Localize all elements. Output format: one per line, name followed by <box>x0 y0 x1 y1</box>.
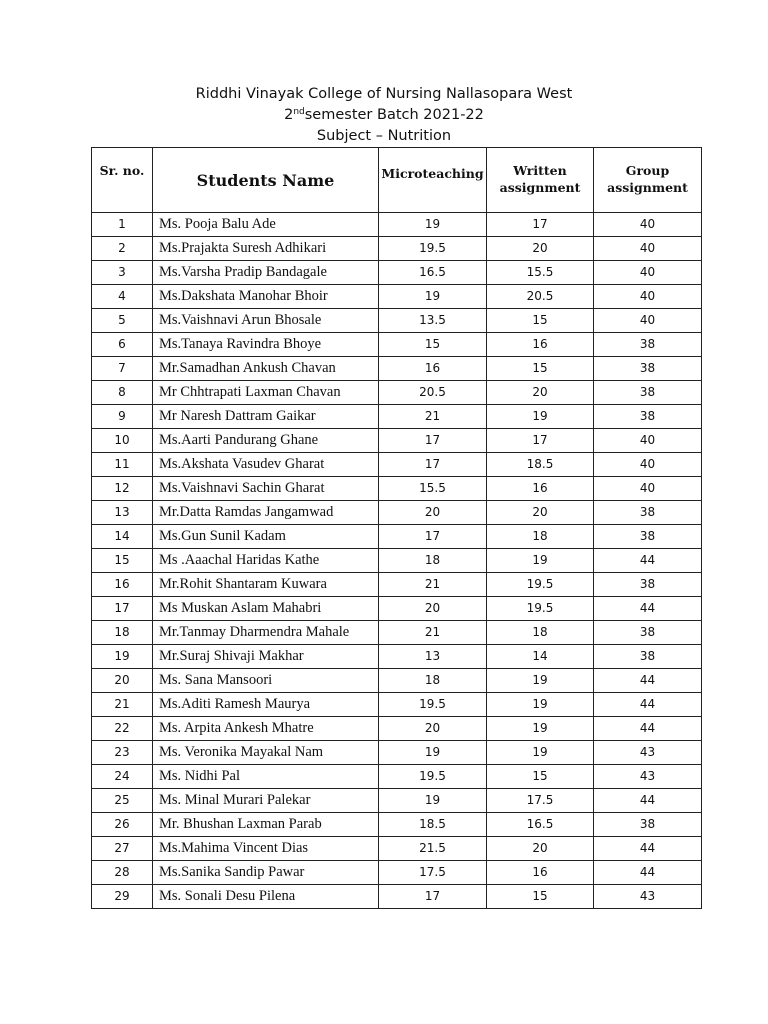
cell-student-name: Ms.Akshata Vasudev Gharat <box>153 453 379 477</box>
header-microteaching: Microteaching <box>379 148 487 213</box>
cell-sr-no: 28 <box>92 861 153 885</box>
cell-group-assignment: 40 <box>594 477 702 501</box>
cell-group-assignment: 44 <box>594 597 702 621</box>
header-written-line2: assignment <box>499 180 581 195</box>
cell-microteaching: 19.5 <box>379 765 487 789</box>
cell-microteaching: 19 <box>379 741 487 765</box>
cell-written-assignment: 19.5 <box>487 573 594 597</box>
table-row <box>92 333 702 357</box>
cell-student-name: Ms.Gun Sunil Kadam <box>153 525 379 549</box>
cell-sr-no: 1 <box>92 213 153 237</box>
cell-microteaching: 17 <box>379 429 487 453</box>
cell-sr-no: 23 <box>92 741 153 765</box>
header-written-assignment <box>487 148 594 213</box>
cell-microteaching: 17 <box>379 885 487 909</box>
cell-student-name: Ms.Aarti Pandurang Ghane <box>153 429 379 453</box>
table-row <box>92 357 702 381</box>
cell-sr-no: 9 <box>92 405 153 429</box>
cell-group-assignment: 40 <box>594 285 702 309</box>
cell-student-name: Mr Chhtrapati Laxman Chavan <box>153 381 379 405</box>
cell-sr-no: 29 <box>92 885 153 909</box>
cell-written-assignment: 15 <box>487 309 594 333</box>
cell-group-assignment: 38 <box>594 333 702 357</box>
cell-group-assignment: 43 <box>594 741 702 765</box>
cell-written-assignment: 17 <box>487 213 594 237</box>
table-row <box>92 237 702 261</box>
cell-student-name: Ms.Vaishnavi Sachin Gharat <box>153 477 379 501</box>
cell-group-assignment: 43 <box>594 765 702 789</box>
cell-written-assignment: 17 <box>487 429 594 453</box>
cell-student-name: Ms.Vaishnavi Arun Bhosale <box>153 309 379 333</box>
cell-sr-no: 10 <box>92 429 153 453</box>
cell-sr-no: 4 <box>92 285 153 309</box>
cell-microteaching: 18 <box>379 669 487 693</box>
cell-student-name: Ms. Sana Mansoori <box>153 669 379 693</box>
cell-student-name: Mr.Samadhan Ankush Chavan <box>153 357 379 381</box>
cell-microteaching: 13 <box>379 645 487 669</box>
table-row <box>92 621 702 645</box>
table-row <box>92 405 702 429</box>
cell-sr-no: 18 <box>92 621 153 645</box>
cell-student-name: Mr.Tanmay Dharmendra Mahale <box>153 621 379 645</box>
cell-written-assignment: 20 <box>487 381 594 405</box>
cell-microteaching: 21 <box>379 573 487 597</box>
cell-written-assignment: 19 <box>487 741 594 765</box>
table-row <box>92 573 702 597</box>
cell-student-name: Ms .Aaachal Haridas Kathe <box>153 549 379 573</box>
table-row <box>92 261 702 285</box>
cell-sr-no: 6 <box>92 333 153 357</box>
cell-written-assignment: 19 <box>487 717 594 741</box>
cell-sr-no: 24 <box>92 765 153 789</box>
table-header-row <box>92 148 702 213</box>
header-group-assignment <box>594 148 702 213</box>
semester-number: 2 <box>284 107 294 123</box>
cell-student-name: Mr. Bhushan Laxman Parab <box>153 813 379 837</box>
cell-group-assignment: 38 <box>594 501 702 525</box>
header-students-name: Students Name <box>153 148 379 213</box>
cell-sr-no: 13 <box>92 501 153 525</box>
table-row <box>92 549 702 573</box>
cell-microteaching: 17.5 <box>379 861 487 885</box>
table-row <box>92 453 702 477</box>
cell-microteaching: 19.5 <box>379 693 487 717</box>
cell-student-name: Ms. Minal Murari Palekar <box>153 789 379 813</box>
cell-student-name: Mr.Suraj Shivaji Makhar <box>153 645 379 669</box>
table-row <box>92 645 702 669</box>
cell-student-name: Ms.Prajakta Suresh Adhikari <box>153 237 379 261</box>
cell-sr-no: 8 <box>92 381 153 405</box>
cell-group-assignment: 44 <box>594 549 702 573</box>
cell-written-assignment: 15 <box>487 765 594 789</box>
cell-student-name: Ms. Nidhi Pal <box>153 765 379 789</box>
cell-student-name: Ms.Aditi Ramesh Maurya <box>153 693 379 717</box>
cell-student-name: Ms.Mahima Vincent Dias <box>153 837 379 861</box>
header-sr-no: Sr. no. <box>92 148 153 213</box>
table-row <box>92 861 702 885</box>
cell-microteaching: 19 <box>379 285 487 309</box>
cell-written-assignment: 16 <box>487 333 594 357</box>
cell-microteaching: 21.5 <box>379 837 487 861</box>
cell-microteaching: 13.5 <box>379 309 487 333</box>
cell-written-assignment: 16 <box>487 477 594 501</box>
cell-sr-no: 26 <box>92 813 153 837</box>
cell-sr-no: 20 <box>92 669 153 693</box>
cell-sr-no: 22 <box>92 717 153 741</box>
cell-group-assignment: 44 <box>594 669 702 693</box>
cell-group-assignment: 40 <box>594 453 702 477</box>
grades-table <box>91 147 702 909</box>
cell-microteaching: 21 <box>379 405 487 429</box>
cell-written-assignment: 19 <box>487 549 594 573</box>
cell-sr-no: 16 <box>92 573 153 597</box>
cell-student-name: Ms.Sanika Sandip Pawar <box>153 861 379 885</box>
cell-student-name: Ms.Varsha Pradip Bandagale <box>153 261 379 285</box>
cell-written-assignment: 19.5 <box>487 597 594 621</box>
cell-microteaching: 19 <box>379 213 487 237</box>
cell-group-assignment: 38 <box>594 525 702 549</box>
cell-microteaching: 20 <box>379 717 487 741</box>
cell-group-assignment: 38 <box>594 405 702 429</box>
cell-microteaching: 15.5 <box>379 477 487 501</box>
cell-sr-no: 17 <box>92 597 153 621</box>
cell-written-assignment: 18.5 <box>487 453 594 477</box>
table-row <box>92 501 702 525</box>
cell-group-assignment: 40 <box>594 213 702 237</box>
table-row <box>92 429 702 453</box>
cell-group-assignment: 44 <box>594 861 702 885</box>
cell-group-assignment: 38 <box>594 645 702 669</box>
table-row <box>92 693 702 717</box>
cell-group-assignment: 43 <box>594 885 702 909</box>
cell-student-name: Ms. Pooja Balu Ade <box>153 213 379 237</box>
cell-group-assignment: 44 <box>594 717 702 741</box>
table-row <box>92 597 702 621</box>
table-row <box>92 381 702 405</box>
cell-microteaching: 16 <box>379 357 487 381</box>
subject-title: Subject – Nutrition <box>316 128 452 144</box>
cell-group-assignment: 38 <box>594 573 702 597</box>
cell-group-assignment: 44 <box>594 789 702 813</box>
cell-group-assignment: 38 <box>594 813 702 837</box>
cell-written-assignment: 19 <box>487 405 594 429</box>
cell-student-name: Ms. Sonali Desu Pilena <box>153 885 379 909</box>
cell-written-assignment: 14 <box>487 645 594 669</box>
semester-text: semester Batch 2021-22 <box>304 107 484 123</box>
cell-microteaching: 18.5 <box>379 813 487 837</box>
cell-group-assignment: 38 <box>594 357 702 381</box>
cell-written-assignment: 18 <box>487 621 594 645</box>
table-row <box>92 837 702 861</box>
cell-sr-no: 3 <box>92 261 153 285</box>
cell-student-name: Ms.Tanaya Ravindra Bhoye <box>153 333 379 357</box>
cell-sr-no: 25 <box>92 789 153 813</box>
table-row <box>92 885 702 909</box>
cell-written-assignment: 15 <box>487 885 594 909</box>
cell-microteaching: 19.5 <box>379 237 487 261</box>
cell-sr-no: 11 <box>92 453 153 477</box>
table-row <box>92 309 702 333</box>
cell-microteaching: 17 <box>379 453 487 477</box>
cell-written-assignment: 20.5 <box>487 285 594 309</box>
table-row <box>92 477 702 501</box>
table-row <box>92 285 702 309</box>
semester-suffix: nd <box>293 107 305 117</box>
cell-student-name: Ms. Arpita Ankesh Mhatre <box>153 717 379 741</box>
table-row <box>92 525 702 549</box>
header-group-line2: assignment <box>607 180 688 195</box>
cell-sr-no: 5 <box>92 309 153 333</box>
cell-written-assignment: 19 <box>487 693 594 717</box>
cell-student-name: Ms. Veronika Mayakal Nam <box>153 741 379 765</box>
cell-microteaching: 17 <box>379 525 487 549</box>
table-row <box>92 669 702 693</box>
cell-microteaching: 20 <box>379 597 487 621</box>
cell-sr-no: 19 <box>92 645 153 669</box>
document-header <box>0 84 768 147</box>
cell-sr-no: 12 <box>92 477 153 501</box>
cell-group-assignment: 38 <box>594 381 702 405</box>
cell-group-assignment: 44 <box>594 837 702 861</box>
cell-microteaching: 18 <box>379 549 487 573</box>
cell-sr-no: 2 <box>92 237 153 261</box>
cell-student-name: Ms.Dakshata Manohar Bhoir <box>153 285 379 309</box>
cell-written-assignment: 16 <box>487 861 594 885</box>
cell-written-assignment: 20 <box>487 501 594 525</box>
cell-sr-no: 15 <box>92 549 153 573</box>
cell-written-assignment: 15 <box>487 357 594 381</box>
cell-group-assignment: 40 <box>594 237 702 261</box>
cell-written-assignment: 20 <box>487 237 594 261</box>
cell-microteaching: 21 <box>379 621 487 645</box>
college-title: Riddhi Vinayak College of Nursing Nallasopara West <box>195 86 573 102</box>
cell-sr-no: 27 <box>92 837 153 861</box>
table-row <box>92 765 702 789</box>
header-written-line1: Written <box>513 163 567 178</box>
cell-written-assignment: 18 <box>487 525 594 549</box>
cell-written-assignment: 20 <box>487 837 594 861</box>
cell-sr-no: 21 <box>92 693 153 717</box>
cell-written-assignment: 16.5 <box>487 813 594 837</box>
cell-microteaching: 15 <box>379 333 487 357</box>
cell-student-name: Ms Muskan Aslam Mahabri <box>153 597 379 621</box>
cell-microteaching: 19 <box>379 789 487 813</box>
cell-group-assignment: 40 <box>594 261 702 285</box>
cell-sr-no: 7 <box>92 357 153 381</box>
header-group-line1: Group <box>625 163 670 178</box>
cell-written-assignment: 19 <box>487 669 594 693</box>
table-row <box>92 741 702 765</box>
cell-group-assignment: 44 <box>594 693 702 717</box>
cell-group-assignment: 40 <box>594 309 702 333</box>
table-row <box>92 213 702 237</box>
cell-student-name: Mr.Rohit Shantaram Kuwara <box>153 573 379 597</box>
cell-student-name: Mr.Datta Ramdas Jangamwad <box>153 501 379 525</box>
cell-microteaching: 20.5 <box>379 381 487 405</box>
cell-student-name: Mr Naresh Dattram Gaikar <box>153 405 379 429</box>
table-row <box>92 789 702 813</box>
cell-written-assignment: 15.5 <box>487 261 594 285</box>
table-row <box>92 717 702 741</box>
cell-microteaching: 16.5 <box>379 261 487 285</box>
cell-group-assignment: 38 <box>594 621 702 645</box>
cell-written-assignment: 17.5 <box>487 789 594 813</box>
table-row <box>92 813 702 837</box>
cell-group-assignment: 40 <box>594 429 702 453</box>
cell-microteaching: 20 <box>379 501 487 525</box>
cell-sr-no: 14 <box>92 525 153 549</box>
semester-line <box>0 105 768 126</box>
